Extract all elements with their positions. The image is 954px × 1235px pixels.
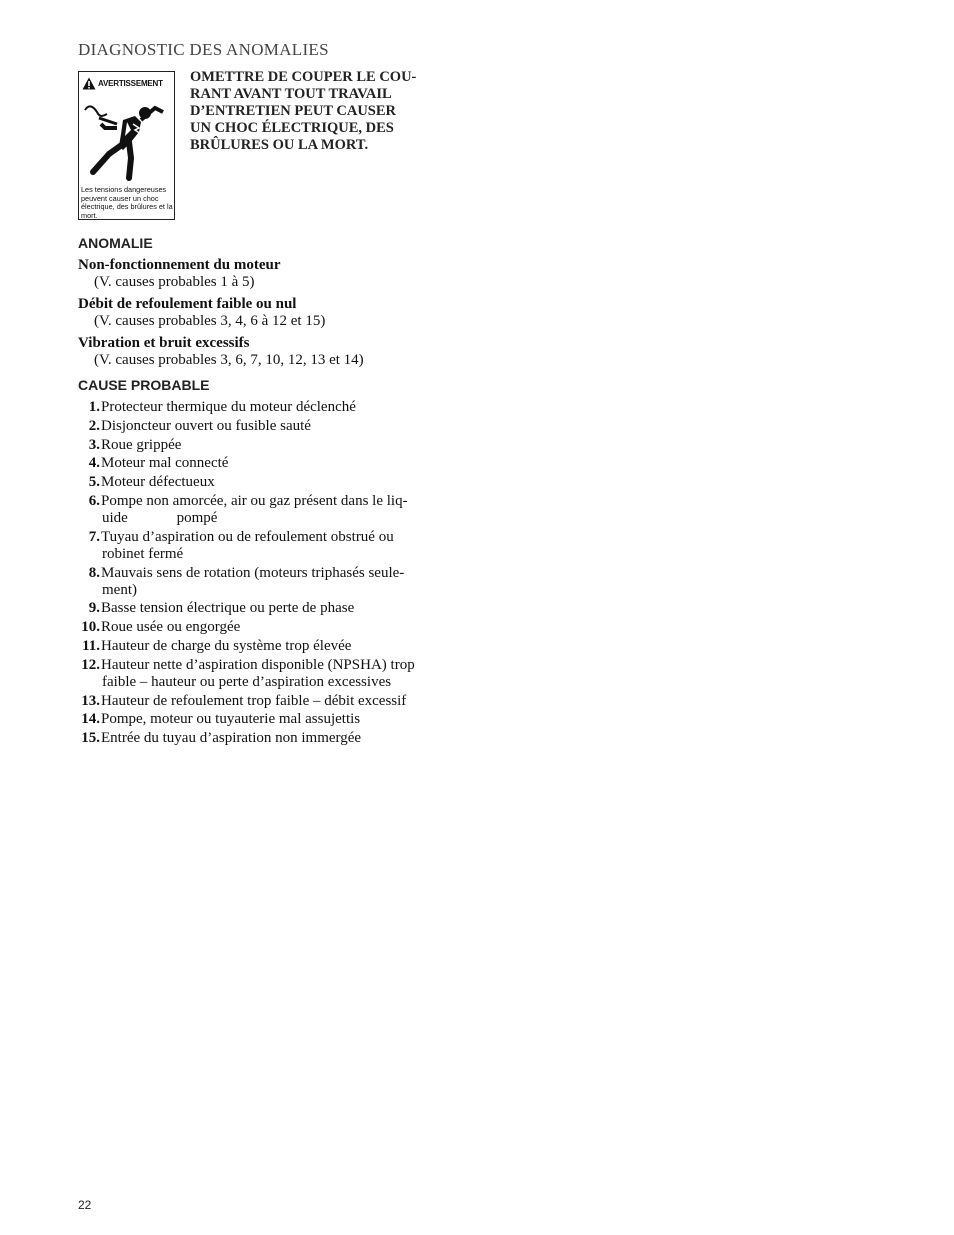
cause-number: 13. [81,692,100,709]
cause-item [78,638,458,655]
warning-line: OMETTRE DE COUPER LE COU- [190,69,417,85]
warning-caption: Les tensions dangereuses peuvent causer un choc électrique, des brûlures et la mort. [81,185,173,220]
cause-text [100,418,311,435]
symptom-title: Non-fonctionnement du moteur [78,257,281,273]
cause-line: Moteur défectueux [101,474,215,491]
cause-line: Pompe, moteur ou tuyauterie mal assujettis [101,711,361,728]
cause-text [100,711,360,728]
electric-shock-icon [83,94,171,184]
cause-number: 12. [81,656,100,673]
cause-number: 10. [81,619,100,636]
cause-item [78,730,458,747]
symptom-item [78,296,325,330]
cause-item [78,529,458,563]
cause-item [78,437,458,454]
cause-item [78,493,458,527]
cause-text [100,657,415,691]
symptom-causes: (V. causes probables 3, 4, 6 à 12 et 15) [94,313,326,329]
cause-item [78,600,458,617]
anomalie-heading: ANOMALIE [78,235,153,251]
cause-line: Basse tension électrique ou perte de phase [101,600,355,617]
cause-line: Pompe non amorcée, air ou gaz présent dans le liq- [101,492,408,509]
cause-number: 7. [88,528,100,545]
warning-triangle-icon [82,77,96,90]
symptom-title: Débit de refoulement faible ou nul [78,296,297,312]
cause-number: 1. [88,399,100,415]
cause-line: Mauvais sens de rotation (moteurs triphasés seule- [101,564,405,581]
cause-line-continued: faible – hauteur ou perte d’aspiration excessives [102,673,392,690]
symptom-item [78,257,281,291]
cause-line: Tuyau d’aspiration ou de refoulement obstrué ou [101,528,394,545]
cause-text [100,455,228,472]
cause-number: 2. [88,417,100,434]
cause-item [78,693,458,710]
cause-item [78,455,458,472]
warning-statement [190,69,450,154]
cause-line-continued: ment) [102,581,137,598]
warning-label [78,71,175,220]
warning-line: BRÛLURES OU LA MORT. [190,137,369,153]
cause-text [100,565,404,599]
cause-text [100,529,394,563]
symptom-title: Vibration et bruit excessifs [78,335,250,351]
cause-text [100,399,356,416]
cause-number: 14. [81,711,100,728]
warning-line: RANT AVANT TOUT TRAVAIL [190,86,392,102]
cause-list [78,399,458,749]
cause-number: 11. [82,637,100,654]
warning-line: D’ENTRETIEN PEUT CAUSER [190,103,396,119]
cause-item [78,619,458,636]
cause-text [100,474,215,491]
cause-text [100,638,351,655]
cause-text [100,619,240,636]
symptom-causes: (V. causes probables 1 à 5) [94,274,255,290]
warning-header-label: AVERTISSEMENT [98,78,163,88]
cause-line: Hauteur de refoulement trop faible – débit excessif [101,692,407,709]
cause-line: Roue usée ou engorgée [101,619,241,636]
cause-line: Hauteur nette d’aspiration disponible (NPSHA) trop [101,656,415,673]
cause-item [78,418,458,435]
cause-item [78,474,458,491]
cause-line-continued: robinet fermé [102,545,184,562]
warning-line: UN CHOC ÉLECTRIQUE, DES [190,120,394,136]
cause-item [78,399,458,416]
page-number: 22 [78,1198,92,1212]
cause-line: Entrée du tuyau d’aspiration non immergée [101,730,362,747]
cause-line: Moteur mal connecté [101,455,229,472]
cause-number: 5. [88,474,100,491]
cause-line-continued: uide pompé [102,509,218,526]
cause-item [78,657,458,691]
cause-number: 3. [88,436,100,453]
cause-text [100,693,406,710]
cause-number: 15. [81,730,100,747]
symptom-item [78,335,364,369]
cause-line: Disjoncteur ouvert ou fusible sauté [101,417,311,434]
cause-text [100,730,361,747]
cause-line: Roue grippée [101,436,182,453]
cause-item [78,711,458,728]
cause-heading: CAUSE PROBABLE [78,377,210,393]
warning-header [82,76,163,90]
cause-text [100,600,354,617]
cause-line: Protecteur thermique du moteur déclenché [101,399,356,415]
page-title: DIAGNOSTIC DES ANOMALIES [78,40,329,59]
cause-item [78,565,458,599]
cause-number: 8. [88,564,100,581]
cause-text [100,437,181,454]
cause-number: 9. [88,600,100,617]
cause-text [100,493,408,527]
cause-number: 6. [88,492,100,509]
symptom-causes: (V. causes probables 3, 6, 7, 10, 12, 13 et 14) [94,352,364,368]
cause-line: Hauteur de charge du système trop élevée [101,637,352,654]
cause-number: 4. [88,455,100,472]
